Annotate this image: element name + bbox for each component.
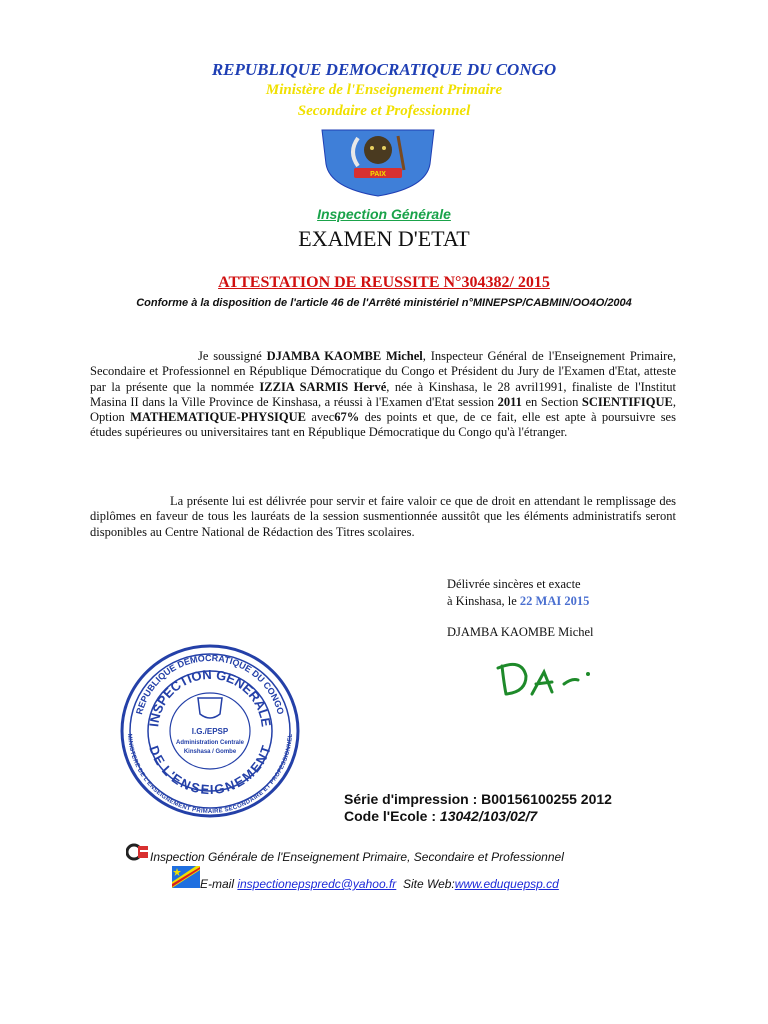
- p1-text: des points et que, de ce fait, elle est apte à poursuivre ses études supérieures ou universitaires tant en République Démocratique du Congo qu'à l'étranger.: [90, 410, 676, 440]
- issue-date: 22 MAI 2015: [519, 594, 590, 608]
- place-prefix: à Kinshasa, le: [447, 594, 520, 608]
- conformity-note: Conforme à la disposition de l'article 46 de l'Arrêté ministériel n°MINEPSP/CABMIN/OO4O/2004: [136, 297, 632, 309]
- p1-text: , née à Kinshasa, le 28 avril1991, finaliste de l'Institut Masina II dans la Ville Province de Kinshasa, a réussi à l'Examen d'Etat session: [90, 379, 676, 409]
- session-year: 2011: [497, 394, 522, 409]
- print-serial: [344, 791, 612, 807]
- stamp-center-3: Kinshasa / Gombe: [183, 749, 237, 755]
- attestation-title: ATTESTATION DE REUSSITE N°304382/ 2015: [218, 274, 550, 291]
- handwritten-signature: [492, 654, 602, 704]
- ministry-line2: Secondaire et Professionnel: [297, 103, 471, 119]
- coat-of-arms-emblem: [318, 126, 438, 198]
- stamp-inner-top: INSPECTION GENERALE: [146, 666, 274, 728]
- student-name: IZZIA SARMIS Hervé: [259, 379, 387, 394]
- p1-text: , Option: [90, 394, 676, 425]
- school-code: [344, 808, 537, 824]
- stamp-center-1: I.G./EPSP: [191, 727, 229, 736]
- attestation-paragraph: [90, 349, 676, 441]
- site-label: Site Web:: [396, 877, 455, 891]
- delivery-paragraph: [90, 494, 676, 540]
- stamp-inner-bottom: DE L'ENSEIGNEMENT: [146, 743, 274, 798]
- score: 67%: [334, 410, 360, 425]
- official-stamp: [118, 642, 302, 820]
- stamp-outer-bottom: MINISTERE DE L'ENSEIGNEMENT PRIMAIRE SECONDAIRE ET PROFESSIONNEL: [126, 733, 294, 815]
- code-label: Code l'Ecole :: [344, 808, 440, 824]
- footer-organization: Inspection Générale de l'Enseignement Primaire, Secondaire et Professionnel: [150, 850, 564, 864]
- website-link[interactable]: www.eduquepsp.cd: [454, 877, 559, 891]
- stamp-outer-top: REPUBLIQUE DEMOCRATIQUE DU CONGO: [134, 652, 286, 716]
- option-name: MATHEMATIQUE-PHYSIQUE: [130, 410, 307, 425]
- section-name: SCIENTIFIQUE: [581, 394, 673, 409]
- p1-text: avec: [306, 410, 335, 425]
- serial-value: B00156100255 2012: [481, 791, 612, 807]
- serial-label: Série d'impression :: [344, 791, 482, 807]
- footer-contact: [200, 877, 559, 891]
- p2-text: La présente lui est délivrée pour servir et faire valoir ce que de droit en attendant le remplissage des diplômes en faveur de tous les lauréats de la session susmentionnée aussitôt que les éléments administratifs seront disponibles au Centre National de Rédaction des Titres scolaires.: [90, 494, 676, 539]
- country-heading: REPUBLIQUE DEMOCRATIQUE DU CONGO: [211, 60, 557, 79]
- email-link[interactable]: inspectionepspredc@yahoo.fr: [237, 877, 397, 891]
- code-value: 13042/103/02/7: [439, 808, 538, 824]
- inspector-name: DJAMBA KAOMBE Michel: [266, 349, 423, 363]
- email-label: E-mail: [200, 877, 238, 891]
- inspection-label: Inspection Générale: [317, 206, 451, 222]
- place-date-line: [447, 593, 589, 609]
- ministry-logo-icon: [126, 842, 150, 862]
- delivered-line: Délivrée sincères et exacte: [447, 577, 581, 591]
- drc-flag-icon: [172, 866, 200, 888]
- signer-name: DJAMBA KAOMBE Michel: [447, 625, 594, 639]
- p1-text: en Section: [521, 394, 582, 409]
- stamp-center-2: Administration Centrale: [175, 740, 245, 746]
- p1-text: , Inspecteur Général de l'Enseignement Primaire, Secondaire et Professionnel en République Démocratique du Congo et Président du Jury de l'Examen d'Etat, atteste par la présente que la nommée: [90, 349, 677, 394]
- exam-title: EXAMEN D'ETAT: [298, 226, 470, 251]
- p1-text: Je soussigné: [198, 349, 267, 363]
- ministry-line1: Ministère de l'Enseignement Primaire: [265, 82, 503, 98]
- emblem-motto: PAIX: [370, 171, 386, 178]
